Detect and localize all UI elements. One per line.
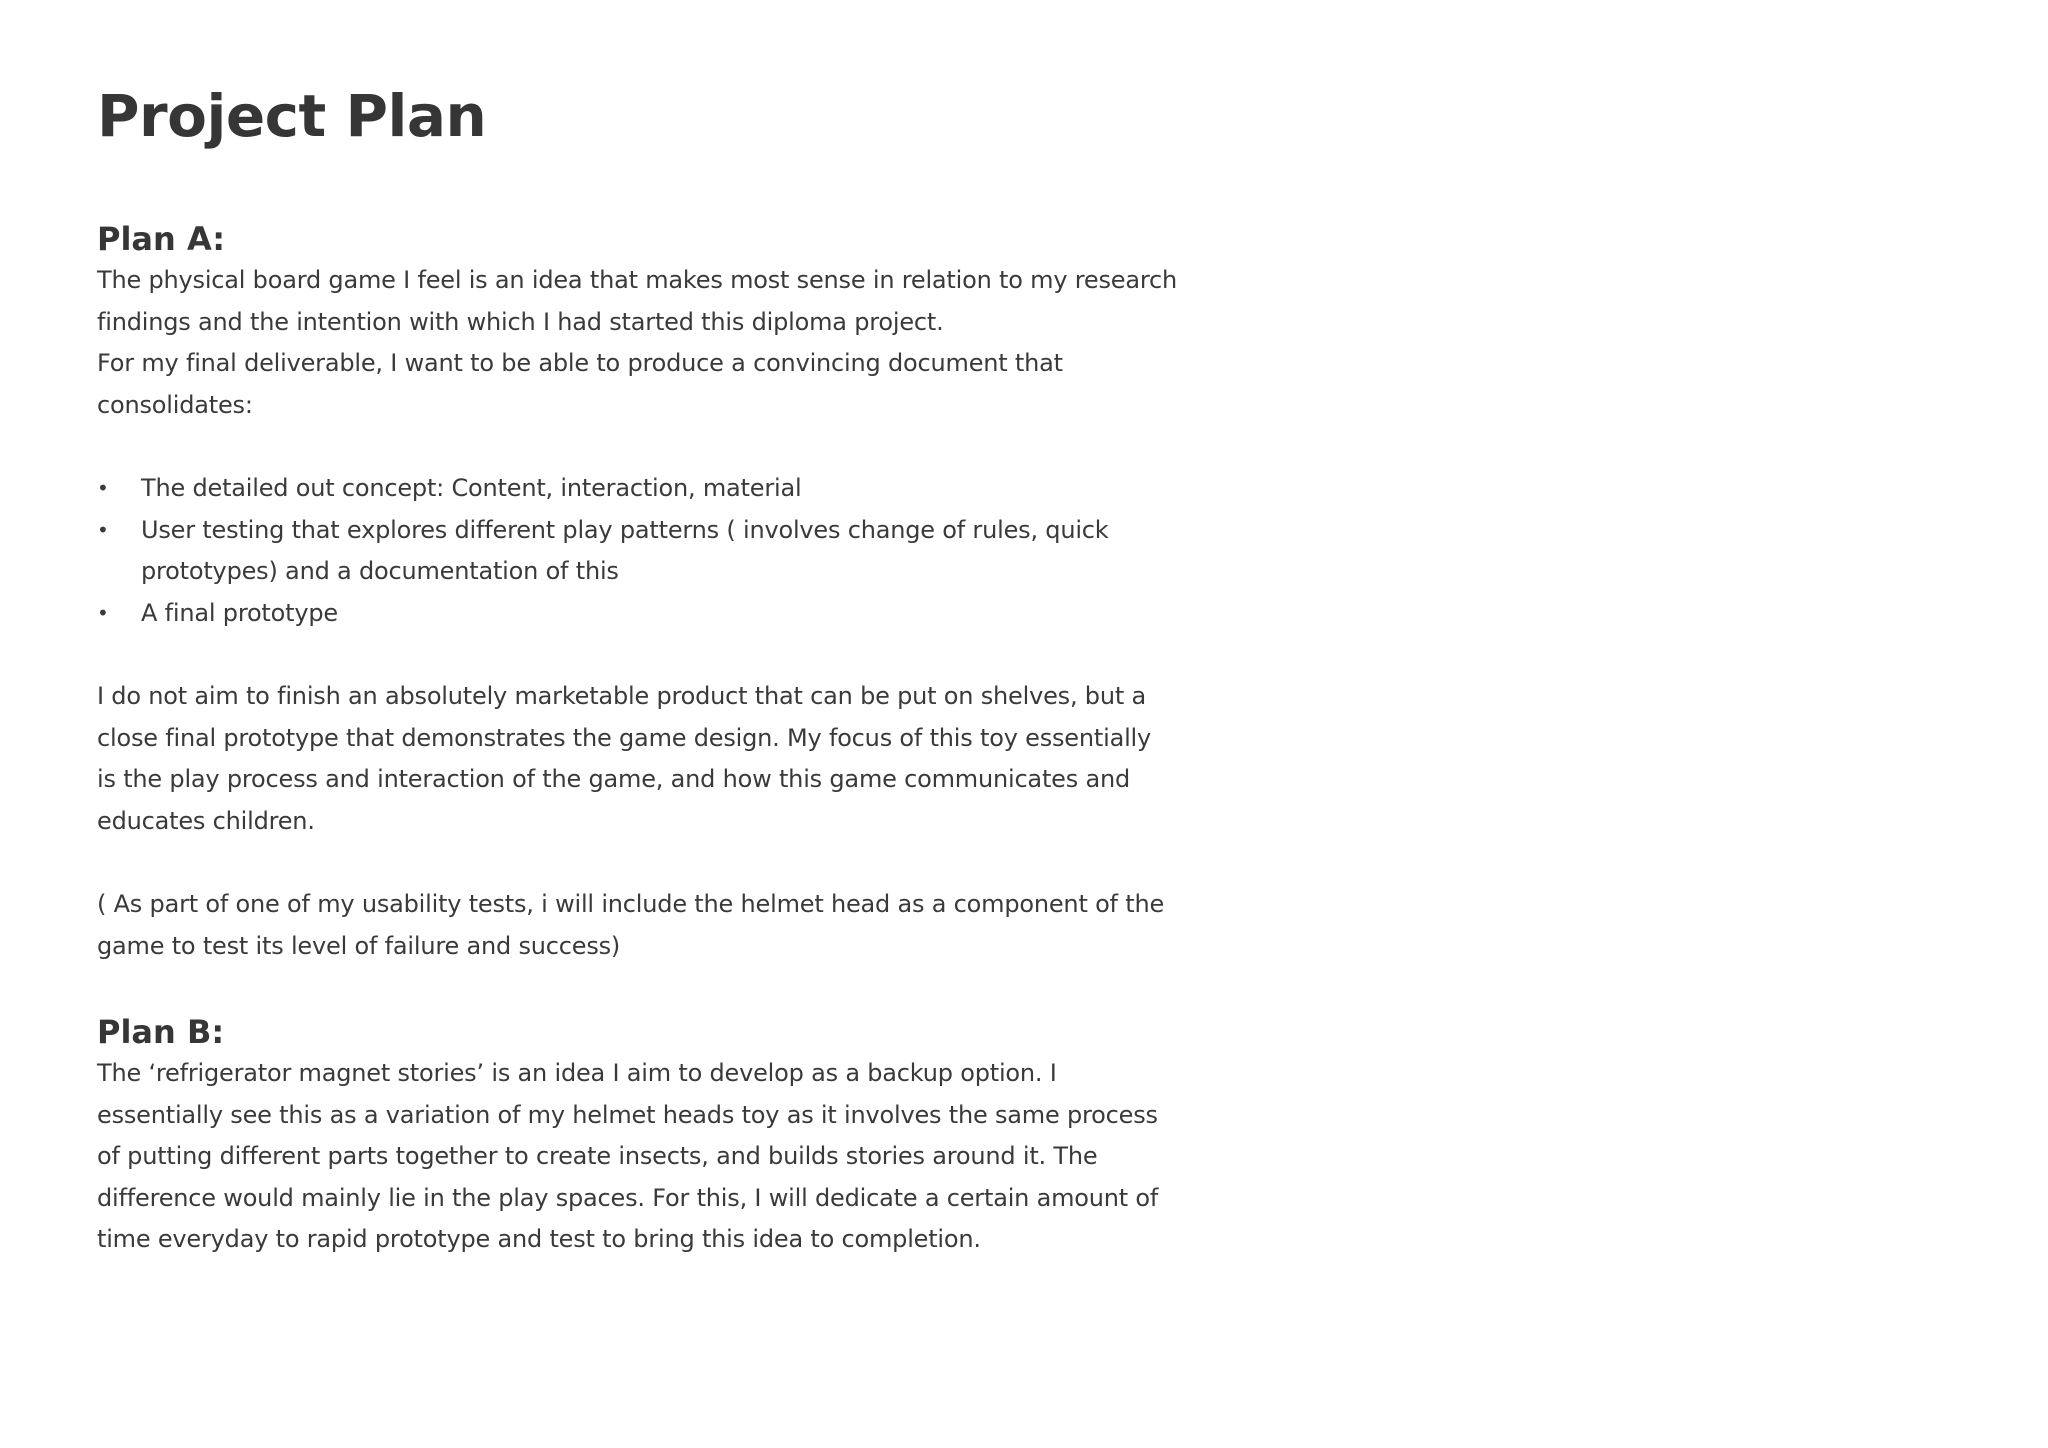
plan-a-focus-paragraph: I do not aim to finish an absolutely marketable product that can be put on shelves, but a close final prototype that demonstrates the game design. My focus of this toy essentially is the play process and interaction of the game, and how this game communicates and educates children.	[97, 681, 1152, 835]
plan-b-section	[97, 1011, 1177, 1261]
plan-a-intro-paragraph: The physical board game I feel is an idea that makes most sense in relation to my research findings and the intention with which I had started this diploma project.	[97, 266, 1178, 336]
document-page	[97, 80, 1177, 1261]
plan-a-section	[97, 218, 1177, 967]
plan-a-note-paragraph: ( As part of one of my usability tests, i will include the helmet head as a component of the game to test its level of failure and success)	[97, 889, 1165, 960]
bullet-icon: •	[97, 517, 109, 542]
plan-a-deliverable-paragraph: For my final deliverable, I want to be able to produce a convincing document that consolidates:	[97, 349, 1063, 419]
page-title: Project Plan	[97, 82, 487, 150]
list-item-text: The detailed out concept: Content, interaction, material	[141, 473, 802, 502]
plan-b-heading: Plan B:	[97, 1013, 225, 1052]
bullet-icon: •	[97, 475, 109, 500]
list-item	[97, 593, 1177, 635]
list-item-text: A final prototype	[141, 598, 338, 627]
list-item	[97, 468, 1177, 510]
plan-b-paragraph: The ‘refrigerator magnet stories’ is an idea I aim to develop as a backup option. I essentially see this as a variation of my helmet heads toy as it involves the same process of putting different parts together to create insects, and builds stories around it. The difference would mainly lie in the play spaces. For this, I will dedicate a certain amount of time everyday to rapid prototype and test to bring this idea to completion.	[97, 1059, 1159, 1254]
bullet-icon: •	[97, 600, 109, 625]
plan-a-heading: Plan A:	[97, 220, 226, 258]
deliverables-list	[97, 468, 1177, 634]
list-item	[97, 510, 1177, 593]
list-item-text: User testing that explores different play patterns ( involves change of rules, quick prototypes) and a documentation of this	[141, 515, 1109, 586]
